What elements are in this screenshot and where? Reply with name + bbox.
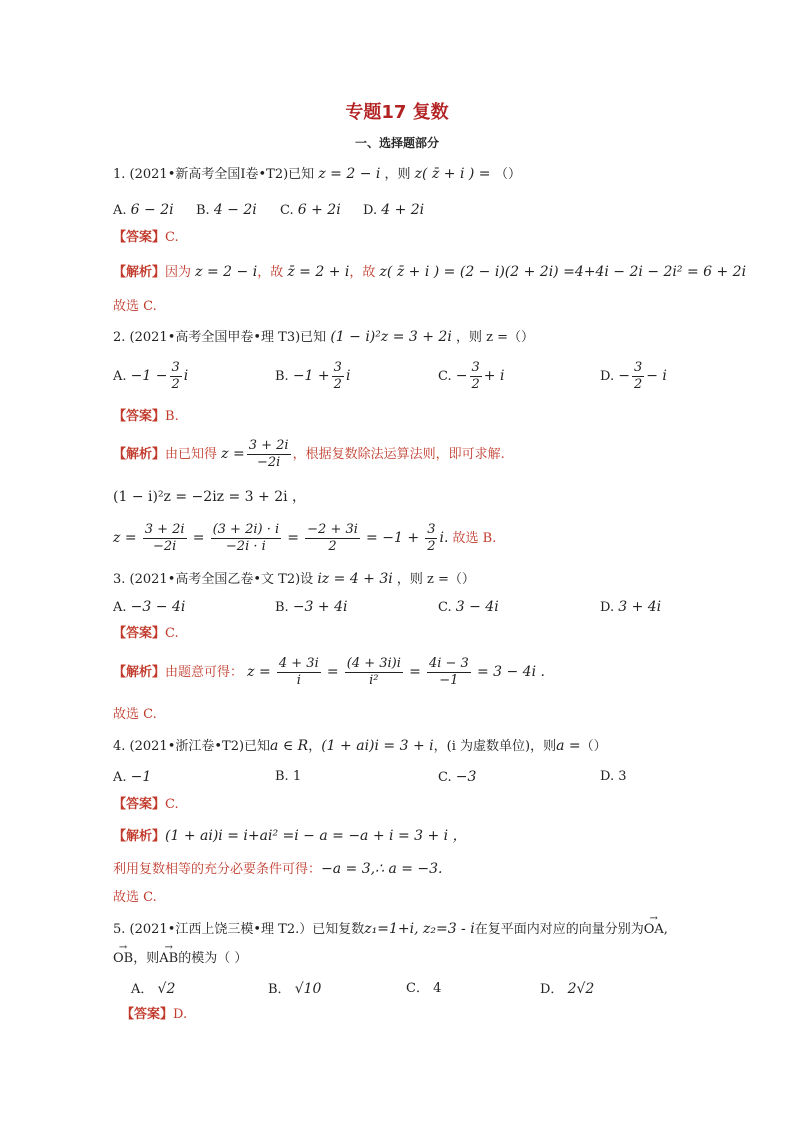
q5-answer: 【答案】D. [121,1007,188,1022]
q4-option-c: C. −3 [438,769,477,785]
question-1-stem [113,165,521,184]
q2-analysis: 【解析】由已知得 z = $\frac{3 + 2i}{-2i}$ ，根据复数除法运算法则，即可求解. [113,438,505,470]
question-5-stem-line2: → OB，则→ AB的模为（ ） [113,950,247,968]
q4-conclusion: 故选 C. [113,890,157,905]
q3-option-a: A. −3 − 4i [113,599,186,615]
q1-stem-math: z = 2 − i [318,166,381,182]
q1-option-c: C. 6 + 2i [280,202,341,218]
vector-ab: → AB [159,950,178,968]
q4-analysis: 【解析】(1 + ai)i = i+ai² =i − a = −a + i = 3 + i ， [113,828,467,844]
q1-stem-prefix: 1. (2021•新高考全国Ⅰ卷•T2)已知 [113,167,315,182]
q2-option-d: D. − $\frac{3}{2}$ − i [600,360,667,392]
q3-option-b: B. −3 + 4i [275,599,348,615]
page-title: 专题17 复数 [345,102,449,123]
q2-answer: 【答案】B. [113,409,179,424]
q3-conclusion: 故选 C. [113,707,157,722]
q1-conclusion: 故选 C. [113,299,157,314]
vector-oa: → OA [644,921,664,939]
q4-step: 利用复数相等的充分必要条件可得：−a = 3,∴ a = −3. [113,861,443,877]
q3-option-c: C. 3 − 4i [438,599,499,615]
q3-analysis: 【解析】由题意可得： z = $\frac{4 + 3i}{i}$ = $\frac{(4 + 3i)i}{\text{i²}}$ = $\frac{4i - 3}{-1}$ = 3 − 4i . [113,656,545,688]
section-heading: 一、选择题部分 [354,136,439,150]
q1-stem-mid: ，则 [384,167,411,182]
q2-option-b: B. −1 + $\frac{3}{2}$ i [275,360,351,392]
q2-step2: z = $\frac{3 + 2i}{-2i}$ = $\frac{(3 + 2i) \cdot i}{-2i \cdot i}$ = $\frac{-2 + 3i}{2}$ = −1 + $\frac{3}{2}$ i. 故选 B. [113,522,497,554]
q5-option-d: D． 2√2 [540,981,595,997]
question-4-stem: 4. (2021•浙江卷•T2)已知a ∈ R，(1 + ai)i = 3 + i，(i 为虚数单位)，则a =（） [113,738,607,754]
q1-analysis: 【解析】因为 z = 2 − i，故 z̄ = 2 + i，故 z( z̄ + i ) = (2 − i)(2 + 2i) =4+4i − 2i − 2i² = 6 + 2i [113,264,747,280]
question-2-stem: 2. (2021•高考全国甲卷•理 T3)已知 (1 − i)²z = 3 + 2i ，则 z =（） [113,329,534,345]
q1-stem-math2: z( z̄ + i ) = [414,166,495,182]
q1-option-a: A. 6 − 2i [113,202,174,218]
q4-option-b: B. 1 [275,769,302,784]
q4-option-a: A. −1 [113,769,152,785]
q5-option-c: C． 4 [406,981,442,996]
q3-option-d: D. 3 + 4i [600,599,662,615]
q2-option-a: A. −1 − $\frac{3}{2}$ i [113,360,189,392]
question-3-stem: 3. (2021•高考全国乙卷•文 T2)设 iz = 4 + 3i ，则 z =（） [113,571,475,587]
q1-stem-suffix: （） [494,167,521,182]
q3-answer: 【答案】C. [113,626,179,641]
q1-answer: 【答案】C. [113,230,179,245]
q4-option-d: D. 3 [600,769,627,784]
vector-ob: → OB [113,950,133,968]
question-5-stem: 5. (2021•江西上饶三模•理 T2.）已知复数z₁=1+i, z₂=3 - i在复平面内对应的向量分别为→ OA, [113,920,668,939]
q1-option-b: B. 4 − 2i [196,202,257,218]
q4-answer: 【答案】C. [113,797,179,812]
q5-option-a: A． √2 [131,981,176,997]
q2-step1: (1 − i)²z = −2iz = 3 + 2i ， [113,489,307,505]
q5-option-b: B． √10 [268,981,322,997]
q1-option-d: D. 4 + 2i [363,202,425,218]
q2-option-c: C. − $\frac{3}{2}$ + i [438,360,505,392]
